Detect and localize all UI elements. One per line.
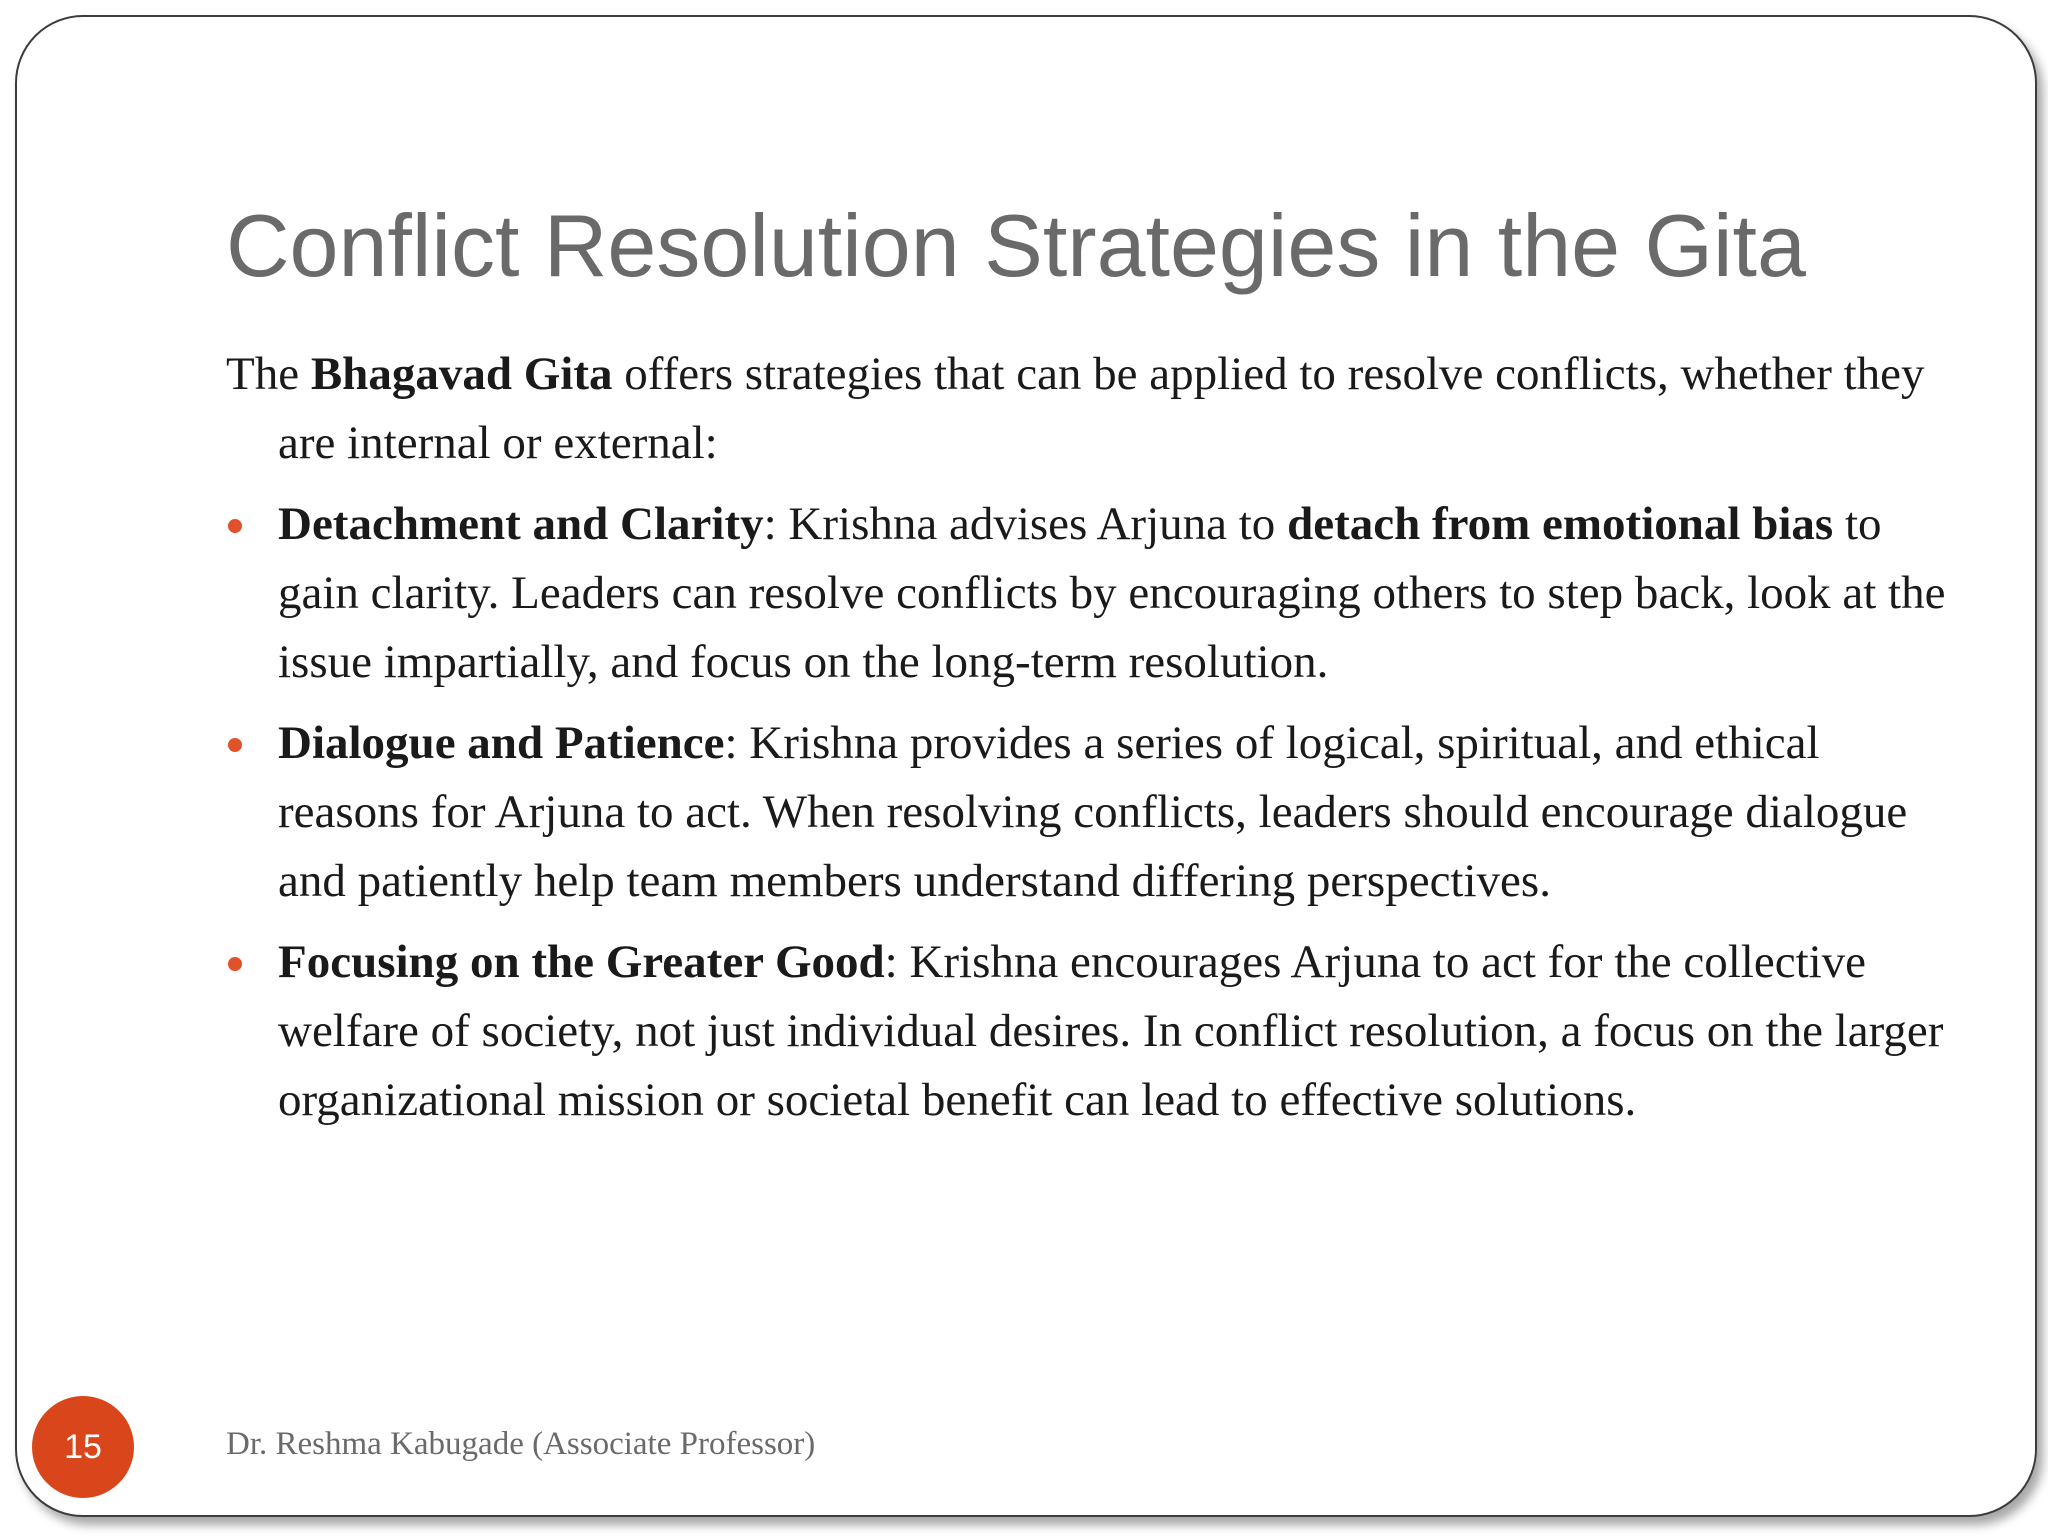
bullet-text: to gain clarity. Leaders can resolve conflicts by encouraging others to step back, look at the issue impartially, and focus on the long-term resolution. xyxy=(278,498,1946,688)
page-number-badge xyxy=(32,1396,134,1498)
bullet-emphasis: detach from emotional bias xyxy=(1287,498,1834,550)
footer-author: Dr. Reshma Kabugade (Associate Professor) xyxy=(226,1426,816,1462)
bullet-item-dialogue xyxy=(226,709,1946,916)
bullet-text: : Krishna encourages Arjuna to act for the collective welfare of society, not just individual desires. In conflict resolution, a focus on the larger organizational mission or societal benefit can lead to effective solutions. xyxy=(278,936,1944,1126)
bullet-heading: Focusing on the Greater Good xyxy=(278,936,885,988)
intro-text-end: offers strategies that can be applied to resolve conflicts, whether they are internal or external: xyxy=(278,348,1925,469)
bullet-heading: Dialogue and Patience xyxy=(278,717,725,769)
bullet-dot-icon xyxy=(228,519,242,533)
page-number: 15 xyxy=(64,1427,102,1466)
bullet-text: : Krishna advises Arjuna to xyxy=(763,498,1288,550)
slide-body xyxy=(226,340,1946,1135)
bullet-item-detachment xyxy=(226,490,1946,697)
bullet-dot-icon xyxy=(228,957,242,971)
intro-bold-term: Bhagavad Gita xyxy=(310,348,613,400)
intro-text-start: The xyxy=(226,348,311,400)
intro-paragraph xyxy=(226,340,1946,478)
slide-title: Conflict Resolution Strategies in the Gita xyxy=(226,196,1806,295)
bullet-dot-icon xyxy=(228,738,242,752)
bullet-text: : Krishna provides a series of logical, spiritual, and ethical reasons for Arjuna to act. When resolving conflicts, leaders should encourage dialogue and patiently help team members understand differing perspectives. xyxy=(278,717,1908,907)
bullet-item-greater-good xyxy=(226,928,1946,1135)
bullet-heading: Detachment and Clarity xyxy=(278,498,764,550)
